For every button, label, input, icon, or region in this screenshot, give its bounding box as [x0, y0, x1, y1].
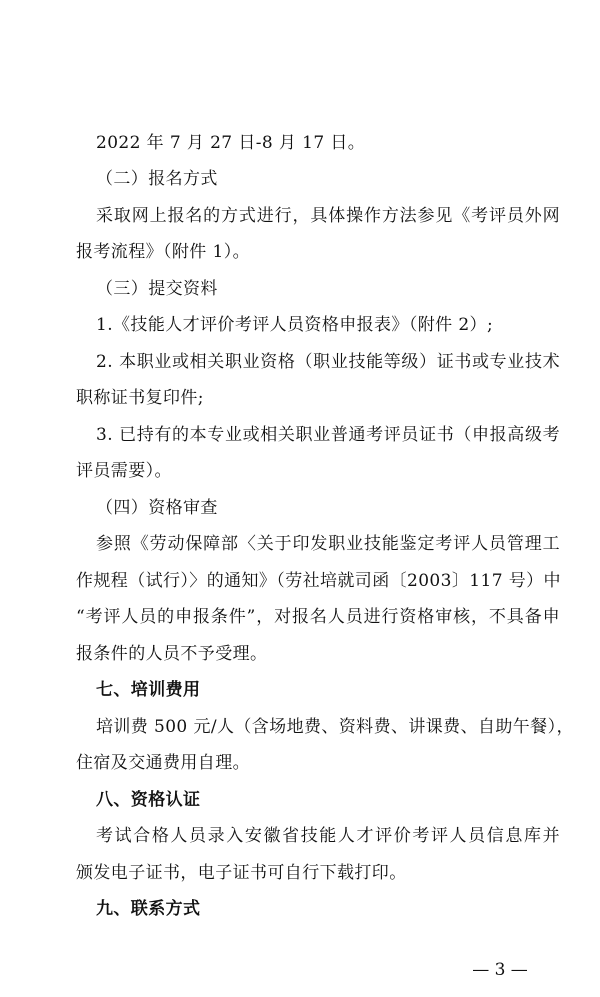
paragraph-line: 参照《劳动保障部〈关于印发职业技能鉴定考评人员管理工 — [96, 534, 560, 554]
subheading-submit-materials: （三）提交资料 — [96, 279, 218, 299]
paragraph-line: 住宿及交通费用自理。 — [76, 753, 250, 773]
paragraph-line: 作规程（试行）〉的通知》（劳社培就司函〔2003〕117 号）中 — [76, 571, 561, 591]
page-number: — 3 — — [472, 960, 528, 980]
paragraph-line: 报条件的人员不予受理。 — [76, 644, 268, 664]
paragraph-line: 培训费 500 元/人（含场地费、资料费、讲课费、自助午餐）， — [96, 717, 574, 737]
paragraph-line: 采取网上报名的方式进行，具体操作方法参见《考评员外网 — [96, 206, 560, 226]
section-heading-qualification-certification: 八、资格认证 — [96, 790, 201, 810]
date-range-text: 2022 年 7 月 27 日-8 月 17 日。 — [96, 133, 366, 153]
subheading-registration-method: （二）报名方式 — [96, 169, 218, 189]
subheading-qualification-review: （四）资格审查 — [96, 498, 218, 518]
paragraph-line: 颁发电子证书，电子证书可自行下载打印。 — [76, 863, 407, 883]
paragraph-line: 职称证书复印件; — [76, 388, 204, 408]
paragraph-line: 评员需要）。 — [76, 461, 172, 481]
paragraph-line: 报考流程》（附件 1）。 — [76, 242, 251, 262]
section-heading-contact: 九、联系方式 — [96, 899, 201, 919]
list-item: 1.《技能人才评价考评人员资格申报表》（附件 2）; — [96, 315, 494, 335]
paragraph-line: “考评人员的申报条件”，对报名人员进行资格审核，不具备申 — [76, 607, 560, 627]
list-item: 2. 本职业或相关职业资格（职业技能等级）证书或专业技术 — [96, 352, 560, 372]
paragraph-line: 考试合格人员录入安徽省技能人才评价考评人员信息库并 — [96, 826, 560, 846]
list-item: 3. 已持有的本专业或相关职业普通考评员证书（申报高级考 — [96, 425, 560, 445]
section-heading-training-fee: 七、培训费用 — [96, 680, 201, 700]
